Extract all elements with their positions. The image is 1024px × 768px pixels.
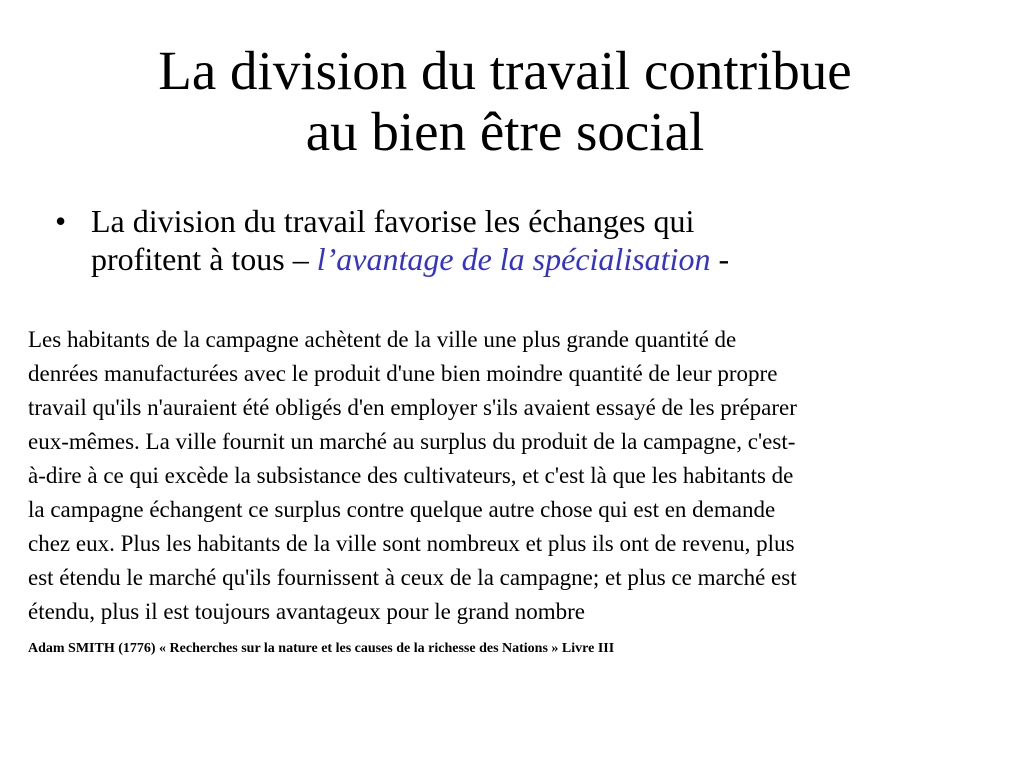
quote-line: la campagne échangent ce surplus contre quelque autre chose qui est en demande xyxy=(28,497,776,522)
title-line-1: La division du travail contribue xyxy=(158,40,852,101)
bullet-line-2 xyxy=(91,240,901,278)
slide-title xyxy=(0,40,1010,162)
title-line-2: au bien être social xyxy=(305,101,705,162)
smith-quote xyxy=(28,323,988,629)
quote-line: travail qu'ils n'auraient été obligés d'en employer s'ils avaient essayé de les préparer xyxy=(28,395,797,420)
bullet-text xyxy=(91,202,901,278)
bullet-line-2-prefix: profitent à tous – xyxy=(91,241,317,277)
quote-line: chez eux. Plus les habitants de la ville sont nombreux et plus ils ont de revenu, plus xyxy=(28,531,795,556)
quote-line: eux-mêmes. La ville fournit un marché au surplus du produit de la campagne, c'est- xyxy=(28,429,796,454)
bullet-line-2-suffix: - xyxy=(710,241,730,277)
bullet-marker: • xyxy=(55,203,67,239)
specialisation-highlight: l’avantage de la spécialisation xyxy=(316,241,711,277)
quote-line: étendu, plus il est toujours avantageux pour le grand nombre xyxy=(28,599,585,624)
quote-line: denrées manufacturées avec le produit d'une bien moindre quantité de leur propre xyxy=(28,361,778,386)
quote-line: à-dire à ce qui excède la subsistance des cultivateurs, et c'est là que les habitants de xyxy=(28,463,794,488)
bullet-line-1: La division du travail favorise les échanges qui xyxy=(91,203,695,239)
citation: Adam SMITH (1776) « Recherches sur la nature et les causes de la richesse des Nations » Livre III xyxy=(28,641,615,656)
quote-line: est étendu le marché qu'ils fournissent à ceux de la campagne; et plus ce marché est xyxy=(28,565,797,590)
quote-line: Les habitants de la campagne achètent de la ville une plus grande quantité de xyxy=(28,327,737,352)
